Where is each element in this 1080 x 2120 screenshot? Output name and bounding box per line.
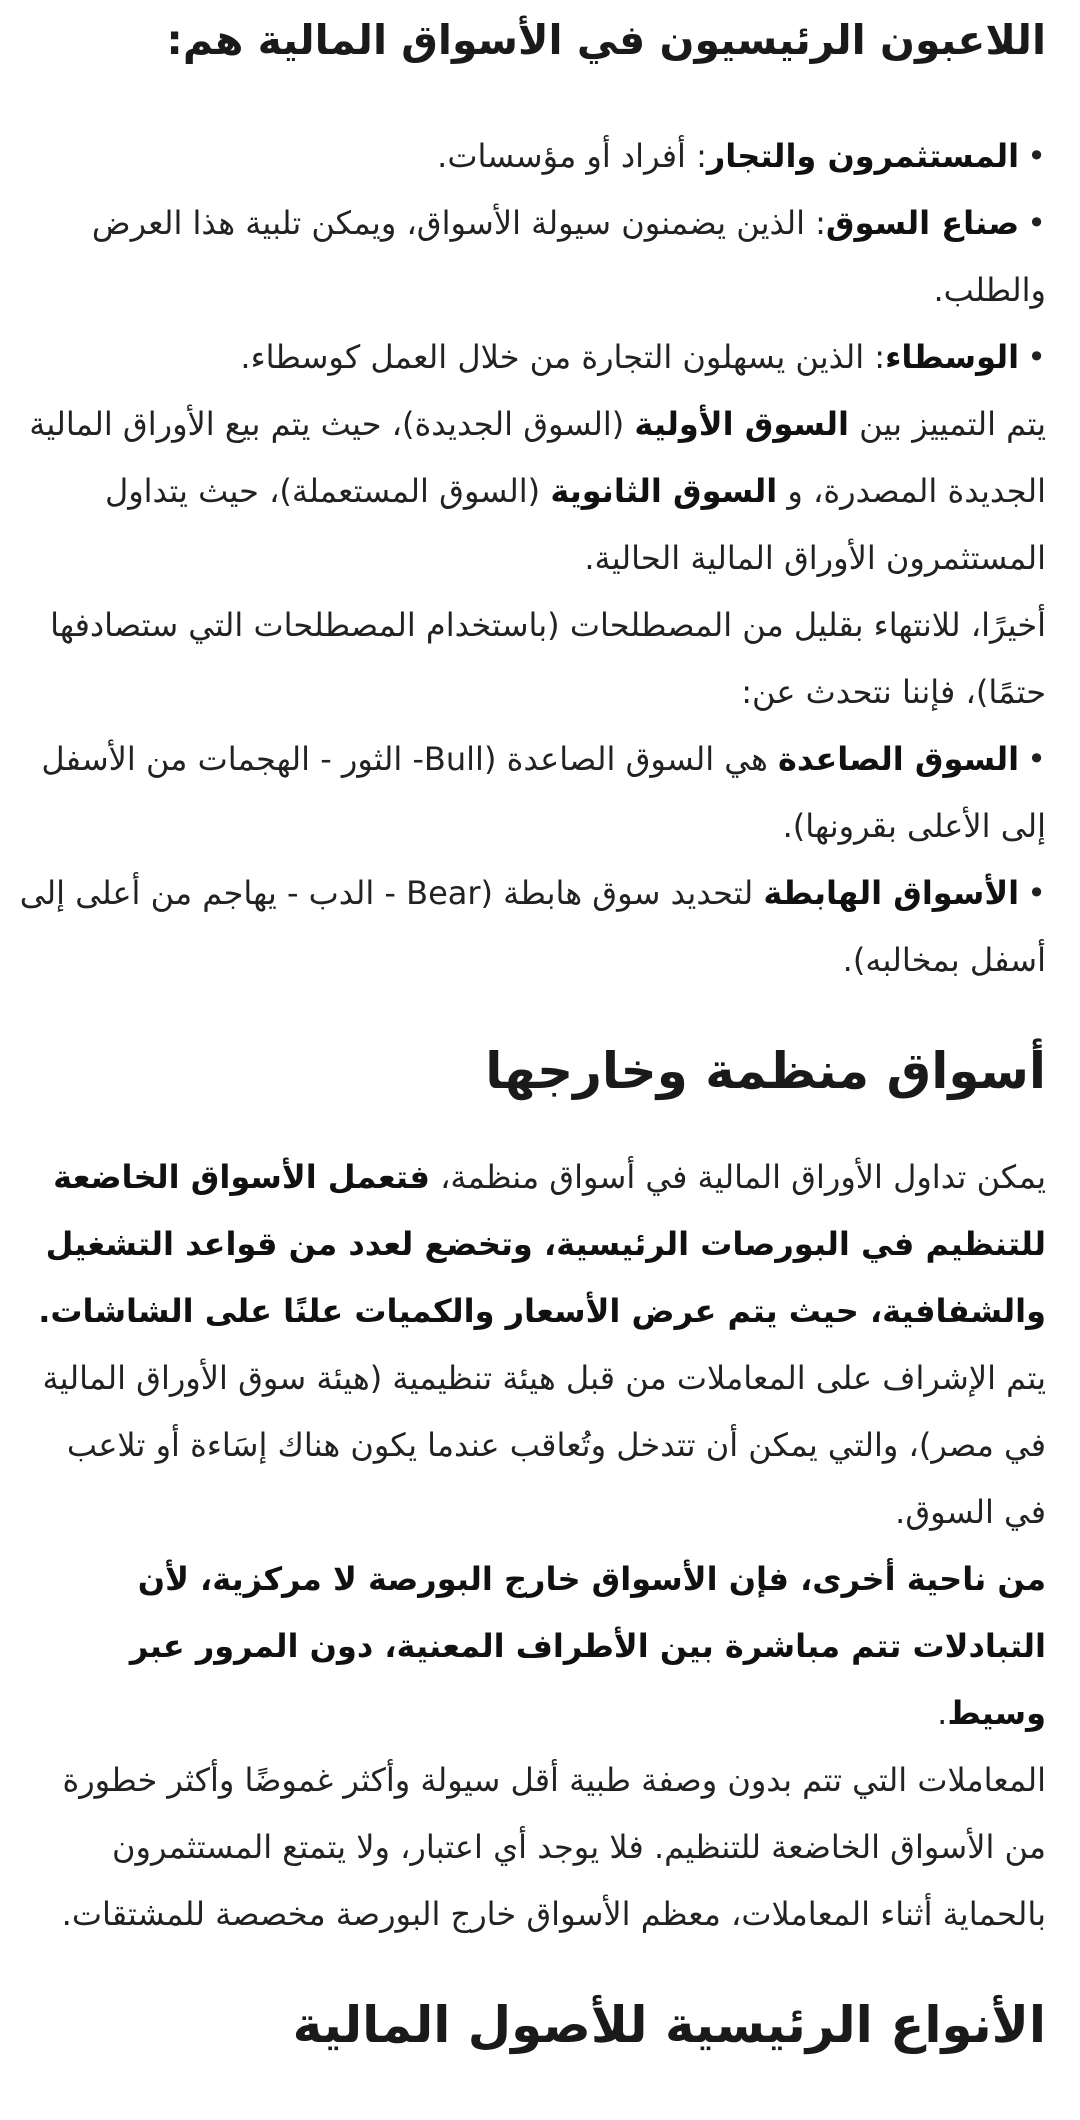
list-item-market-makers: [16, 190, 1046, 324]
text: .: [937, 1694, 948, 1732]
term-primary-market: السوق الأولية: [634, 405, 849, 443]
desc-investors: : أفراد أو مؤسسات.: [437, 137, 707, 175]
paragraph-terms-intro: أخيرًا، للانتهاء بقليل من المصطلحات (باستخدام المصطلحات التي ستصادفها حتمًا)، فإننا نتحدث عن:: [50, 606, 1046, 711]
paragraph-supervision: يتم الإشراف على المعاملات من قبل هيئة تنظيمية (هيئة سوق الأوراق المالية في مصر)، والتي يمكن أن تتدخل وتُعاقب عندما يكون هناك إسَاءة أو تلاعب في السوق.: [42, 1359, 1046, 1531]
desc-bull-market: هي السوق الصاعدة (Bull- الثور - الهجمات من الأسفل إلى الأعلى بقرونها).: [41, 740, 1046, 845]
bold-otc: من ناحية أخرى، فإن الأسواق خارج البورصة لا مركزية، لأن التبادلات تتم مباشرة بين الأطراف المعنية، دون المرور عبر وسيط: [129, 1560, 1046, 1732]
text: (السوق المستعملة)، حيث يتداول المستثمرون الأوراق المالية الحالية.: [104, 472, 1046, 577]
bullet: •: [1027, 137, 1046, 175]
paragraph-regulated: [16, 1144, 1046, 1345]
heading-main-players: اللاعبون الرئيسيون في الأسواق المالية هم:: [166, 16, 1046, 64]
list-item-brokers: [16, 324, 1046, 391]
text: يمكن تداول الأوراق المالية في أسواق منظمة،: [429, 1158, 1046, 1196]
list-item-bull-market: [16, 726, 1046, 860]
bullet: •: [1027, 338, 1046, 376]
term-investors: المستثمرون والتجار: [706, 137, 1020, 175]
paragraph-primary-secondary: [16, 391, 1046, 592]
desc-bear-market: لتحديد سوق هابطة (Bear - الدب - يهاجم من أعلى إلى أسفل بمخالبه).: [19, 874, 1046, 979]
heading-asset-types: الأنواع الرئيسية للأصول المالية: [292, 1996, 1046, 2054]
text: يتم التمييز بين: [848, 405, 1046, 443]
term-secondary-market: السوق الثانوية: [550, 472, 778, 510]
term-brokers: الوسطاء: [885, 338, 1020, 376]
desc-brokers: : الذين يسهلون التجارة من خلال العمل كوسطاء.: [240, 338, 886, 376]
term-bull-market: السوق الصاعدة: [778, 740, 1020, 778]
bullet: •: [1027, 874, 1046, 912]
list-item-bear-market: [16, 860, 1046, 994]
term-bear-market: الأسواق الهابطة: [763, 874, 1020, 912]
paragraph-otc: [16, 1546, 1046, 1747]
list-item-investors: [16, 123, 1046, 190]
paragraph-otc-detail: المعاملات التي تتم بدون وصفة طبية أقل سيولة وأكثر غموضًا وأكثر خطورة من الأسواق الخاضعة للتنظيم. فلا يوجد أي اعتبار، ولا يتمتع المستثمرون بالحماية أثناء المعاملات، معظم الأسواق خارج البورصة مخصصة للمشتقات.: [61, 1761, 1046, 1933]
spacer: [16, 70, 1046, 123]
desc-market-makers: : الذين يضمنون سيولة الأسواق، ويمكن تلبية هذا العرض والطلب.: [91, 204, 1046, 309]
bold-regulated: فتعمل الأسواق الخاضعة للتنظيم في البورصات الرئيسية، وتخضع لعدد من قواعد التشغيل والشفافية، حيث يتم عرض الأسعار والكميات علنًا على الشاشات.: [38, 1158, 1046, 1330]
bullet: •: [1027, 204, 1046, 242]
term-market-makers: صناع السوق: [825, 204, 1020, 242]
bullet: •: [1027, 740, 1046, 778]
text: (السوق الجديدة)، حيث يتم بيع الأوراق المالية الجديدة المصدرة، و: [29, 405, 1046, 510]
heading-regulated-markets: أسواق منظمة وخارجها: [485, 1042, 1046, 1100]
